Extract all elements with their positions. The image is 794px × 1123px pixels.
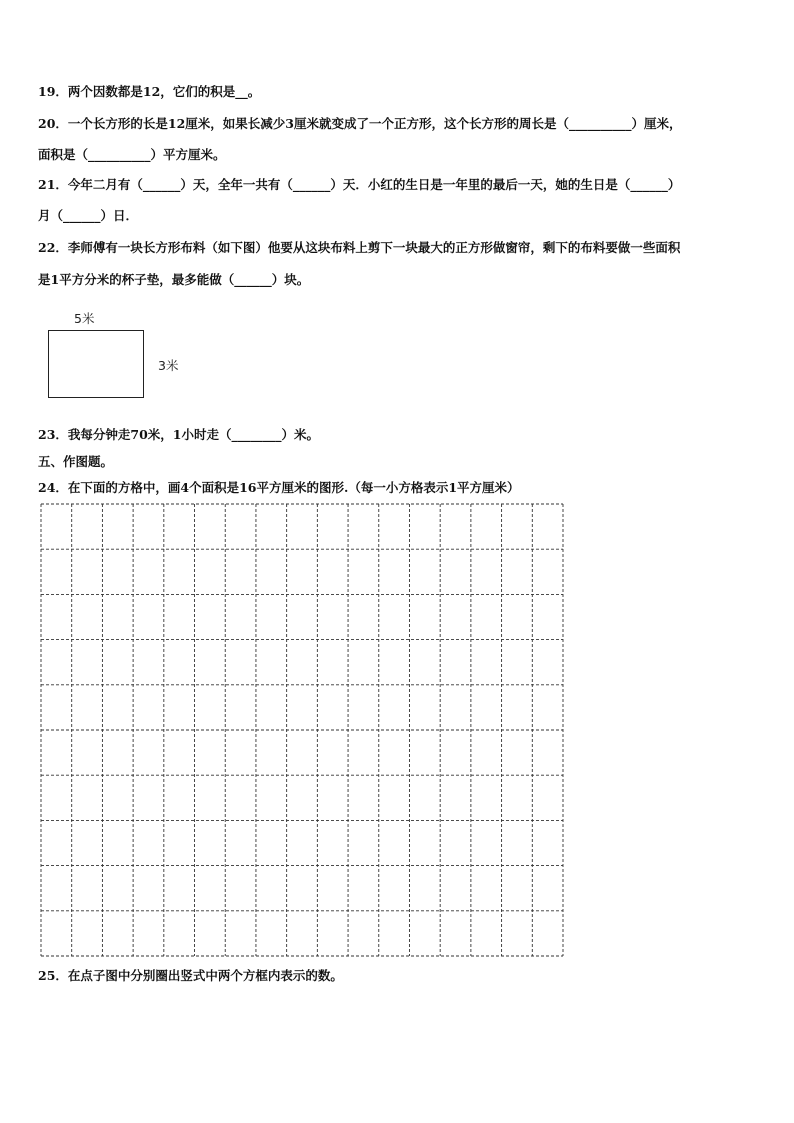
question-24: 24．在下面的方格中，画4个面积是16平方厘米的图形.（每一小方格表示1平方厘米） [38, 480, 520, 495]
question-21-line2: 月（______）日． [38, 208, 139, 223]
question-19: 19．两个因数都是12，它们的积是__。 [38, 84, 261, 99]
question-25: 25．在点子图中分别圈出竖式中两个方框内表示的数。 [38, 968, 343, 983]
section-five-heading: 五、作图题。 [38, 454, 114, 469]
cloth-rectangle [48, 330, 144, 398]
question-22-line1: 22．李师傅有一块长方形布料（如下图）他要从这块布料上剪下一块最大的正方形做窗帘，剩下的布料要做一些面积 [38, 240, 681, 255]
question-22-line2: 是1平方分米的杯子垫，最多能做（______）块。 [38, 272, 310, 287]
question-23: 23．我每分钟走70米，1小时走（________）米。 [38, 427, 319, 442]
rectangle-height-label: 3米 [158, 358, 179, 373]
question-20-line1: 20．一个长方形的长是12厘米，如果长减少3厘米就变成了一个正方形，这个长方形的周长是（__________）厘米， [38, 116, 682, 131]
square-grid[interactable] [40, 503, 564, 957]
question-20-line2: 面积是（__________）平方厘米。 [38, 147, 226, 162]
rectangle-width-label: 5米 [74, 311, 95, 326]
question-21-line1: 21．今年二月有（______）天，全年一共有（______）天．小红的生日是一年里的最后一天，她的生日是（______） [38, 177, 681, 192]
